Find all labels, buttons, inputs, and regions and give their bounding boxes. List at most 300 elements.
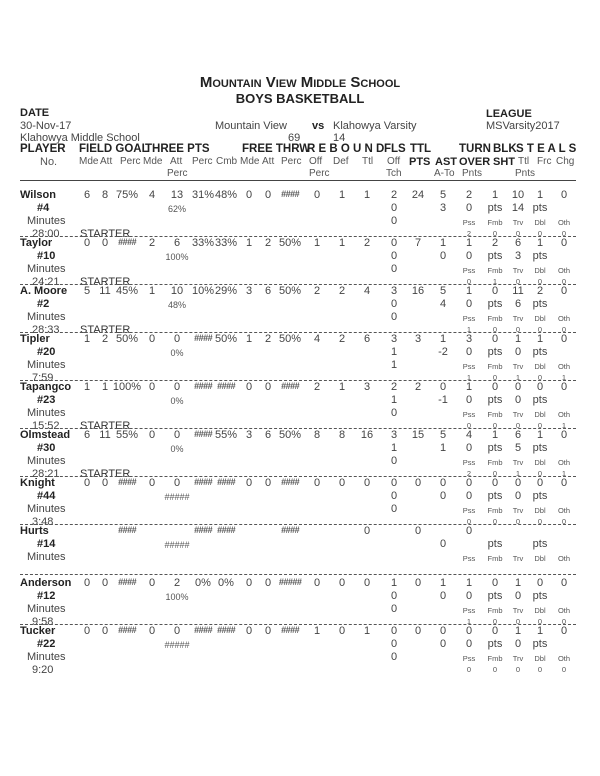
stat-fls-off: 0 [390,490,398,502]
oth-label: Oth [557,362,571,371]
minutes-value: 3:48 [32,516,54,528]
starter-label: STARTER [80,228,131,240]
stat-to-fmb: 0 [492,421,498,430]
stat-fls-off: 1 [390,394,398,406]
table-row [0,381,600,432]
stat-blk: 0 [491,625,499,637]
stat-pts: 2 [414,381,422,393]
stat-stl-frc: 1 [536,333,544,345]
stat-to-pnts: 0 [465,250,473,262]
pss-label: Pss [462,314,476,323]
pss-label: Pss [462,410,476,419]
stat-cmb: 0% [218,577,234,589]
col-over-pnts: Pnts [462,168,483,179]
stat-to-oth: 0 [561,325,567,334]
pts-label: pts [532,442,548,454]
stat-stl-ttl: 6 [514,429,522,441]
minutes-value: 24:21 [32,276,60,288]
stat-blk: 0 [491,381,499,393]
stat-fg-att: 8 [101,189,109,201]
col-tp-att-perc: Perc [167,168,188,179]
stat-to: 4 [465,429,473,441]
stat-reb-off: 4 [313,333,321,345]
stat-fg-perc: #### [117,237,137,247]
stat-fls: 0 [390,477,398,489]
stat-stl-ttl: 0 [514,381,522,393]
stat-fg-att: 0 [101,625,109,637]
stat-ft-mde: 3 [245,429,253,441]
stat-fg-mde: 6 [83,429,91,441]
fmb-label: Fmb [487,554,503,563]
stat-to-oth: 1 [561,469,567,478]
stat-to-pnts: 0 [465,590,473,602]
stat-stl-pnts: 0 [514,394,522,406]
stat-tp-att-perc: 100% [165,592,189,602]
table-row [0,477,600,528]
stat-to-pss: 2 [466,469,472,478]
stat-reb-off: 8 [313,429,321,441]
stat-reb-ttl: 0 [363,577,371,589]
stat-to-oth: 0 [561,665,567,674]
stat-cmb: #### [216,525,236,535]
stat-ft-att: 2 [264,333,272,345]
stat-cmb: 29% [214,285,238,297]
dbl-label: Dbl [534,410,546,419]
stat-ft-att: 0 [264,577,272,589]
stat-to-fmb: 0 [492,517,498,526]
stat-reb-def: 0 [338,477,346,489]
stat-reb-def: 1 [338,237,346,249]
pts-label: pts [532,394,548,406]
stat-ft-perc: 50% [278,429,302,441]
stat-reb-off: 1 [313,237,321,249]
stat-fls-off: 1 [390,442,398,454]
game-date: 30-Nov-17 [20,120,72,132]
stat-reb-ttl: 6 [363,333,371,345]
pss-label: Pss [462,266,476,275]
stat-tp-att: 2 [173,577,181,589]
stat-ast-ato: 0 [439,538,447,550]
col-field-goal: FIELD GOAL [79,143,149,155]
home-team: Mountain View [215,120,287,132]
stat-tp-perc: 0% [195,577,211,589]
starter-label: STARTER [80,468,131,480]
col-reb-ttl: Ttl [362,156,374,167]
dbl-label: Dbl [534,606,546,615]
stat-to-fmb: 0 [492,373,498,382]
col-over: OVER [459,156,491,168]
game-location: Klahowya Middle School [20,132,140,144]
vs-label: vs [312,120,325,132]
stat-fls-tch: 1 [390,359,398,371]
stat-to-dbl: 0 [537,277,543,286]
col-blk: BLK [493,143,517,155]
stat-stl-frc: 0 [536,577,544,589]
school-title: Mountain View Middle School [199,74,401,91]
stat-to-trv: 0 [515,517,521,526]
fmb-label: Fmb [487,458,503,467]
stat-ast: 1 [439,577,447,589]
fmb-label: Fmb [487,654,503,663]
stat-ast-ato: 0 [439,590,447,602]
stat-cmb: 50% [214,333,238,345]
stat-stl-frc: 2 [536,285,544,297]
stat-to-fmb: 0 [492,617,498,626]
league-name: MSVarsity2017 [486,120,560,132]
stat-pts: 7 [414,237,422,249]
stat-ft-mde: 0 [245,381,253,393]
stat-reb-off: 0 [313,477,321,489]
dbl-label: Dbl [534,506,546,515]
dbl-label: Dbl [534,554,546,563]
pts-label: pts [487,590,503,602]
stat-to-dbl: 0 [537,229,543,238]
minutes-label: Minutes [27,603,66,615]
stat-fg-perc: #### [117,477,137,487]
stat-stl-pnts: 14 [511,202,525,214]
stat-stl-ttl: 0 [514,477,522,489]
pts-label: pts [487,394,503,406]
stat-blk: 2 [491,237,499,249]
stat-ast-ato: 0 [439,250,447,262]
dbl-label: Dbl [534,654,546,663]
col-ft-perc: Perc [281,156,302,167]
table-row [0,333,600,384]
stat-fls: 0 [390,237,398,249]
stat-reb-off: 2 [313,381,321,393]
stat-ft-mde: 1 [245,333,253,345]
stat-cmb: #### [216,381,236,391]
col-fg-perc: Perc [120,156,141,167]
pts-label: pts [487,298,503,310]
trv-label: Trv [512,458,524,467]
col-fg-att: Att [100,156,113,167]
stat-ft-perc: #### [280,625,300,635]
stat-tp-mde: 0 [148,333,156,345]
stat-tp-mde: 1 [148,285,156,297]
oth-label: Oth [557,554,571,563]
stat-to-pnts: 0 [465,346,473,358]
trv-label: Trv [512,506,524,515]
stat-tp-att: 0 [173,333,181,345]
stat-reb-ttl: 1 [363,189,371,201]
col-no: No. [40,156,58,168]
stat-ft-perc: 50% [278,237,302,249]
away-score: 14 [333,132,346,144]
oth-label: Oth [557,314,571,323]
stat-tp-perc: #### [193,525,213,535]
pts-label: pts [532,202,548,214]
stat-to-pnts: 0 [465,298,473,310]
stat-stl-pnts: 0 [514,638,522,650]
stat-ast: 5 [439,429,447,441]
stat-pts: 24 [411,189,425,201]
stat-stl-ttl: 1 [514,333,522,345]
starter-label: STARTER [80,276,131,288]
stat-tp-perc: #### [193,429,213,439]
stat-ast: 5 [439,189,447,201]
stat-fls: 0 [390,625,398,637]
stat-ft-att: 2 [264,237,272,249]
stat-to-pnts: 0 [465,202,473,214]
stat-fls-off: 0 [390,250,398,262]
col-steals: S T E A L S [516,143,577,155]
stat-reb-ttl: 0 [363,525,371,537]
stat-to-dbl: 0 [537,469,543,478]
col-ttl: TTL [410,143,432,155]
stat-fg-att: 0 [101,477,109,489]
stat-to-pss: 0 [466,665,472,674]
stat-to-trv: 0 [515,229,521,238]
col-ft-mde: Mde [240,156,260,167]
oth-label: Oth [557,606,571,615]
stat-blk: 0 [491,477,499,489]
stat-reb-def: 1 [338,381,346,393]
stat-to-pnts: 0 [465,394,473,406]
sport-title: BOYS BASKETBALL [235,91,365,106]
stat-tp-mde: 0 [148,381,156,393]
col-free-thrw: FREE THRW [242,143,311,155]
pss-label: Pss [462,654,476,663]
pts-label: pts [487,538,503,550]
stat-stl-frc: 0 [536,381,544,393]
pts-label: pts [487,250,503,262]
stat-ft-mde: 1 [245,237,253,249]
stat-fls-tch: 0 [390,455,398,467]
player-name: Taylor [20,237,53,249]
stat-reb-def: 0 [338,625,346,637]
stat-ft-perc: 50% [278,285,302,297]
stat-ft-mde: 0 [245,189,253,201]
stat-to-oth: 1 [561,421,567,430]
stat-to: 1 [465,285,473,297]
stat-fg-mde: 1 [83,333,91,345]
stat-ast: 1 [439,237,447,249]
stat-reb-ttl: 0 [363,477,371,489]
stat-stl-pnts: 3 [514,250,522,262]
player-number: #2 [37,298,50,310]
stat-fg-mde: 0 [83,577,91,589]
table-row [0,189,600,240]
col-reb-def: Def [333,156,349,167]
stat-stl-frc: 1 [536,625,544,637]
stat-fg-att: 1 [101,381,109,393]
col-ast-ato: A-To [434,168,455,179]
stat-fls-tch: 0 [390,651,398,663]
league-label: LEAGUE [486,108,532,120]
stat-stl-chg: 0 [560,189,568,201]
player-name: Knight [20,477,55,489]
stat-ft-mde: 0 [245,577,253,589]
player-name: Tucker [20,625,56,637]
pts-label: pts [532,490,548,502]
minutes-value: 28:21 [32,468,60,480]
fmb-label: Fmb [487,266,503,275]
stat-cmb: 48% [214,189,238,201]
player-number: #12 [37,590,56,602]
stat-to-pnts: 0 [465,442,473,454]
stat-blk: 0 [491,285,499,297]
stat-fls-tch: 0 [390,603,398,615]
stat-ast-ato: 0 [439,638,447,650]
header-rule [20,180,576,181]
stat-ast-ato: 4 [439,298,447,310]
stat-ft-att: 0 [264,381,272,393]
stat-to-oth: 0 [561,229,567,238]
stat-ast: 0 [439,381,447,393]
stat-tp-perc: 33% [191,237,215,249]
stat-fg-perc: 50% [115,333,139,345]
stat-reb-ttl: 2 [363,237,371,249]
stat-ft-perc: #### [280,525,300,535]
pss-label: Pss [462,554,476,563]
stat-to-trv: 0 [515,665,521,674]
stat-tp-perc: #### [193,625,213,635]
stat-ast-ato: 3 [439,202,447,214]
stat-stl-chg: 0 [560,625,568,637]
stat-ft-att: 0 [264,189,272,201]
stat-stl-ttl: 10 [511,189,525,201]
minutes-value: 9:58 [32,616,54,628]
stat-fg-mde: 0 [83,477,91,489]
minutes-label: Minutes [27,311,66,323]
stat-reb-def: 1 [338,189,346,201]
stat-reb-ttl: 4 [363,285,371,297]
col-three-pts: THREE PTS [145,143,210,155]
starter-label: STARTER [80,324,131,336]
col-stl-frc: Frc [537,156,552,167]
stat-tp-att-perc: 62% [167,204,187,214]
minutes-label: Minutes [27,551,66,563]
stat-tp-att-perc: 0% [170,444,184,454]
stat-fg-perc: #### [117,625,137,635]
stat-to: 1 [465,237,473,249]
stat-fls-off: 0 [390,638,398,650]
stat-to: 0 [465,477,473,489]
minutes-label: Minutes [27,651,66,663]
stat-fg-perc: 55% [115,429,139,441]
stat-reb-def: 0 [338,577,346,589]
stat-stl-ttl: 11 [512,285,524,297]
oth-label: Oth [557,506,571,515]
player-name: Tapangco [20,381,72,393]
stat-reb-def: 8 [338,429,346,441]
col-reb-perc: Perc [309,168,330,179]
minutes-value: 28:00 [32,228,60,240]
stat-fls-tch: 0 [390,311,398,323]
stat-to-fmb: 0 [492,229,498,238]
stat-blk: 0 [491,577,499,589]
stat-reb-ttl: 3 [363,381,371,393]
stat-to-pss: 1 [466,617,472,626]
stat-to-pnts: 0 [465,490,473,502]
col-rebound: R E B O U N D [307,143,385,155]
stat-to-fmb: 1 [492,277,498,286]
stat-fg-att: 11 [99,285,111,297]
fmb-label: Fmb [487,362,503,371]
stat-fg-perc: 75% [115,189,139,201]
player-number: #22 [37,638,56,650]
stat-fls: 3 [390,285,398,297]
stat-tp-mde: 0 [148,429,156,441]
stat-to-dbl: 0 [537,373,543,382]
stat-fg-perc: 100% [112,381,142,393]
stat-to-dbl: 0 [537,617,543,626]
stat-cmb: #### [216,625,236,635]
stat-pts: 3 [414,333,422,345]
stat-fg-mde: 1 [83,381,91,393]
stat-reb-off: 0 [313,577,321,589]
minutes-label: Minutes [27,407,66,419]
stat-tp-att: 0 [173,381,181,393]
stat-tp-mde: 0 [148,577,156,589]
table-row [0,285,600,336]
stat-pts: 0 [414,625,422,637]
pts-label: pts [487,346,503,358]
fmb-label: Fmb [487,314,503,323]
away-team: Klahowya Varsity [333,120,417,132]
stat-to-pss: 2 [466,229,472,238]
stat-reb-off: 2 [313,285,321,297]
oth-label: Oth [557,266,571,275]
trv-label: Trv [512,266,524,275]
stat-stl-frc: 1 [536,237,544,249]
stat-fg-perc: #### [117,577,137,587]
stat-fls: 2 [390,189,398,201]
stat-reb-def: 2 [338,333,346,345]
stat-ft-perc: #### [280,381,300,391]
pts-label: pts [532,346,548,358]
stat-fg-mde: 0 [83,237,91,249]
stat-to-pss: 0 [466,421,472,430]
col-turn: TURN [459,143,491,155]
player-name: A. Moore [20,285,68,297]
stat-ast: 0 [439,625,447,637]
pts-label: pts [532,590,548,602]
oth-label: Oth [557,654,571,663]
starter-label: STARTER [80,420,131,432]
stat-to-trv: 1 [515,469,521,478]
stat-fls: 3 [390,429,398,441]
stat-reb-ttl: 16 [360,429,374,441]
player-number: #4 [37,202,50,214]
stat-stl-chg: 0 [560,237,568,249]
minutes-label: Minutes [27,359,66,371]
stat-blk: 0 [491,333,499,345]
col-player: PLAYER [20,143,66,155]
stat-fg-att: 0 [101,237,109,249]
stat-pts: 0 [414,477,422,489]
stat-tp-att-perc: 100% [165,252,189,262]
stat-to-fmb: 0 [492,469,498,478]
stat-to: 0 [465,625,473,637]
stat-fls-tch: 0 [390,215,398,227]
stat-fg-att: 0 [101,577,109,589]
player-name: Olmstead [20,429,71,441]
stat-ast: 0 [439,477,447,489]
stat-ft-perc: #### [280,189,300,199]
minutes-value: 15:52 [32,420,60,432]
row-separator [20,574,576,575]
oth-label: Oth [557,458,571,467]
col-fls-off: Off [387,156,401,167]
stat-to-trv: 0 [515,617,521,626]
minutes-label: Minutes [27,215,66,227]
stat-fls-tch: 0 [390,407,398,419]
oth-label: Oth [557,218,571,227]
stat-ft-att: 6 [264,285,272,297]
stat-ft-mde: 0 [245,625,253,637]
